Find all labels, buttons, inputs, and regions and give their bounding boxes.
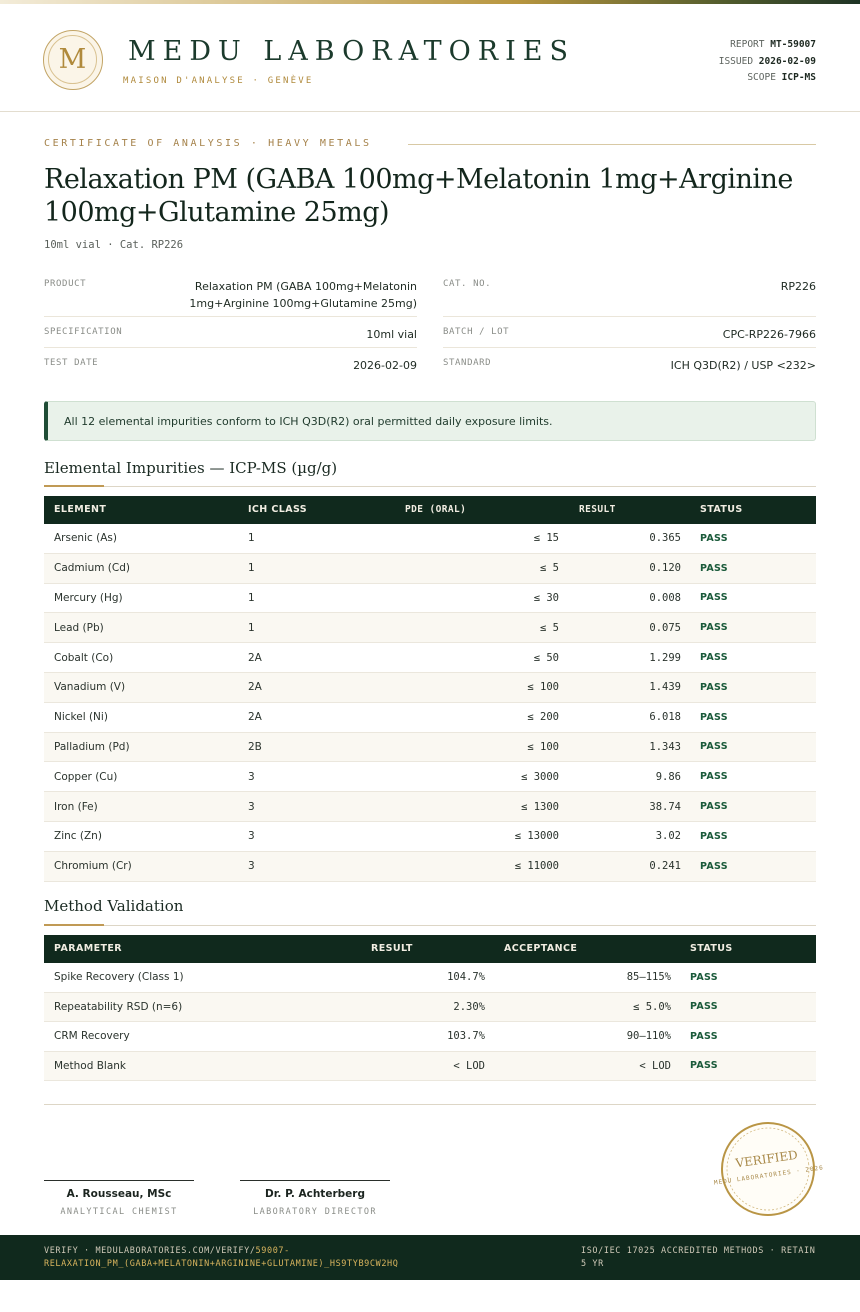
validation-table	[44, 935, 816, 1081]
status-badge: PASS	[700, 741, 728, 753]
signature-line	[44, 1180, 194, 1181]
table-row	[44, 963, 816, 993]
validation-result-cell: 104.7%	[447, 971, 485, 984]
element-cell: Arsenic (As)	[54, 532, 117, 545]
signatory-name: A. Rousseau, MSc	[66, 1188, 172, 1200]
acceptance-cell: 90–110%	[626, 1030, 671, 1043]
status-badge: PASS	[690, 1001, 718, 1013]
impurities-table	[44, 496, 816, 882]
ich-class-cell: 3	[248, 830, 255, 843]
validation-result-cell: 2.30%	[453, 1000, 485, 1013]
signature-laboratory-director	[240, 1180, 390, 1217]
ich-class-cell: 1	[248, 621, 255, 634]
logo-letter: M	[48, 35, 97, 84]
report-number: MT-59007	[770, 39, 816, 50]
signatory-role: ANALYTICAL CHEMIST	[60, 1207, 178, 1217]
issued-date: 2026-02-09	[758, 55, 816, 67]
status-badge: PASS	[700, 532, 728, 544]
status-badge: PASS	[700, 622, 728, 634]
pde-cell: ≤ 5	[540, 621, 559, 634]
impurities-section-title: Elemental Impurities — ICP-MS (µg/g)	[44, 459, 338, 477]
pde-cell: ≤ 11000	[514, 860, 559, 873]
status-badge: PASS	[700, 711, 728, 723]
col-ich-class: ICH CLASS	[248, 504, 307, 515]
status-badge: PASS	[700, 801, 728, 813]
info-column-right	[443, 271, 816, 379]
lab-name: MEDU LABORATORIES	[128, 36, 575, 67]
col-val-status: STATUS	[690, 943, 733, 954]
product-value: Relaxation PM (GABA 100mg+Melatonin 1mg+Arginine 100mg+Glutamine 25mg)	[189, 280, 417, 310]
ich-class-cell: 2A	[248, 651, 262, 664]
report-header	[0, 4, 860, 112]
product-subtitle: 10ml vial · Cat. RP226	[44, 239, 184, 251]
element-cell: Cadmium (Cd)	[54, 562, 130, 575]
table-row	[44, 524, 816, 554]
result-cell: 0.075	[649, 621, 681, 634]
scope-value: ICP-MS	[781, 72, 816, 83]
element-cell: Lead (Pb)	[54, 621, 104, 634]
certificate-eyebrow: CERTIFICATE OF ANALYSIS · HEAVY METALS	[44, 138, 372, 149]
seal-ring-text: MEDU LABORATORIES · 2026	[713, 1164, 825, 1187]
status-badge: PASS	[690, 1030, 718, 1042]
result-cell: 0.365	[649, 532, 681, 545]
scope-line: SCOPE ICP-MS	[747, 72, 816, 83]
table-row	[44, 613, 816, 643]
ich-class-cell: 2A	[248, 681, 262, 694]
info-row-product: PRODUCT Relaxation PM (GABA 100mg+Melatonin 1mg+Arginine 100mg+Glutamine 25mg)	[44, 271, 417, 317]
table-row	[44, 703, 816, 733]
cat-no-value: RP226	[780, 280, 816, 293]
col-pde: PDE (ORAL)	[405, 504, 467, 515]
element-cell: Zinc (Zn)	[54, 830, 102, 843]
element-cell: Palladium (Pd)	[54, 740, 130, 753]
status-badge: PASS	[700, 652, 728, 664]
standard-value: ICH Q3D(R2) / USP <232>	[670, 359, 816, 372]
pde-cell: ≤ 50	[533, 651, 559, 664]
result-cell: 1.343	[649, 740, 681, 753]
info-column-left	[44, 271, 417, 379]
status-badge: PASS	[700, 592, 728, 604]
table-row	[44, 584, 816, 614]
result-cell: 0.008	[649, 591, 681, 604]
parameter-cell: CRM Recovery	[54, 1030, 130, 1043]
result-cell: 9.86	[655, 770, 681, 783]
info-row-standard: STANDARD ICH Q3D(R2) / USP <232>	[443, 358, 816, 372]
validation-table-header	[44, 935, 816, 963]
element-cell: Vanadium (V)	[54, 681, 126, 694]
test-date-value: 2026-02-09	[353, 359, 417, 372]
result-cell: 0.120	[649, 562, 681, 575]
signatory-role: LABORATORY DIRECTOR	[253, 1207, 377, 1217]
status-badge: PASS	[700, 860, 728, 872]
table-row	[44, 852, 816, 882]
element-cell: Cobalt (Co)	[54, 651, 114, 664]
validation-table-body	[44, 963, 816, 1081]
ich-class-cell: 3	[248, 770, 255, 783]
element-cell: Mercury (Hg)	[54, 591, 123, 604]
element-cell: Nickel (Ni)	[54, 711, 108, 724]
pde-cell: ≤ 100	[527, 740, 559, 753]
status-badge: PASS	[700, 771, 728, 783]
status-badge: PASS	[700, 562, 728, 574]
pde-cell: ≤ 100	[527, 681, 559, 694]
specification-value: 10ml vial	[366, 328, 417, 341]
col-parameter: PARAMETER	[54, 943, 122, 954]
table-row	[44, 762, 816, 792]
pde-cell: ≤ 30	[533, 591, 559, 604]
acceptance-cell: < LOD	[639, 1059, 671, 1072]
status-badge: PASS	[700, 681, 728, 693]
table-row	[44, 673, 816, 703]
product-title: Relaxation PM (GABA 100mg+Melatonin 1mg+Arginine 100mg+Glutamine 25mg)	[44, 164, 793, 228]
table-row	[44, 792, 816, 822]
validation-section-rule	[44, 925, 816, 926]
info-row-test-date: TEST DATE 2026-02-09	[44, 358, 417, 372]
eyebrow-rule	[408, 144, 816, 145]
ich-class-cell: 3	[248, 800, 255, 813]
result-cell: 38.74	[649, 800, 681, 813]
lab-tagline: MAISON D'ANALYSE · GENÈVE	[123, 76, 314, 86]
info-row-cat-no: CAT. NO. RP226	[443, 271, 816, 317]
acceptance-cell: ≤ 5.0%	[633, 1000, 671, 1013]
status-badge: PASS	[690, 971, 718, 983]
result-cell: 1.439	[649, 681, 681, 694]
impurities-table-header	[44, 496, 816, 524]
table-row	[44, 1022, 816, 1052]
table-row	[44, 554, 816, 584]
pde-cell: ≤ 15	[533, 532, 559, 545]
info-row-batch: BATCH / LOT CPC-RP226-7966	[443, 317, 816, 348]
conformance-banner: All 12 elemental impurities conform to ICH Q3D(R2) oral permitted daily exposure limits.	[44, 401, 816, 441]
lab-logo	[43, 30, 103, 90]
acceptance-cell: 85–115%	[626, 971, 671, 984]
signature-analytical-chemist	[44, 1180, 194, 1217]
col-element: ELEMENT	[54, 504, 107, 515]
table-row	[44, 643, 816, 673]
impurities-section-rule	[44, 486, 816, 487]
pde-cell: ≤ 5	[540, 562, 559, 575]
col-status: STATUS	[700, 504, 743, 515]
pde-cell: ≤ 200	[527, 711, 559, 724]
accreditation-note: ISO/IEC 17025 ACCREDITED METHODS · RETAIN 5 YR	[581, 1246, 816, 1269]
parameter-cell: Method Blank	[54, 1059, 127, 1072]
col-val-result: RESULT	[371, 943, 413, 954]
batch-value: CPC-RP226-7966	[722, 328, 816, 341]
validation-section-title: Method Validation	[44, 897, 184, 915]
element-cell: Copper (Cu)	[54, 770, 118, 783]
table-row	[44, 822, 816, 852]
parameter-cell: Repeatability RSD (n=6)	[54, 1000, 183, 1013]
table-row	[44, 1052, 816, 1082]
status-badge: PASS	[700, 830, 728, 842]
table-row	[44, 993, 816, 1023]
verification-footer	[0, 1235, 860, 1280]
verified-seal-icon	[713, 1121, 825, 1217]
status-badge: PASS	[690, 1060, 718, 1072]
signatory-name: Dr. P. Achterberg	[265, 1188, 365, 1200]
report-meta	[719, 37, 816, 87]
pde-cell: ≤ 1300	[521, 800, 559, 813]
result-cell: 3.02	[655, 830, 681, 843]
verify-url[interactable]: VERIFY · MEDULABORATORIES.COM/VERIFY/59007-RELAXATION_PM_(GABA+MELATONIN+ARGININE+GLUTAMINE)_HS9TYB9CW2HQ	[44, 1246, 399, 1269]
pde-cell: ≤ 3000	[521, 770, 559, 783]
parameter-cell: Spike Recovery (Class 1)	[54, 971, 184, 984]
signature-line	[240, 1180, 390, 1181]
pde-cell: ≤ 13000	[514, 830, 559, 843]
issued-line: ISSUED 2026-02-09	[718, 55, 816, 67]
ich-class-cell: 3	[248, 860, 255, 873]
impurities-table-body	[44, 524, 816, 882]
ich-class-cell: 2A	[248, 711, 262, 724]
signature-divider	[44, 1104, 816, 1105]
ich-class-cell: 2B	[248, 740, 262, 753]
table-row	[44, 733, 816, 763]
ich-class-cell: 1	[248, 591, 255, 604]
col-acceptance: ACCEPTANCE	[504, 943, 578, 954]
validation-result-cell: < LOD	[453, 1059, 485, 1072]
result-cell: 1.299	[649, 651, 681, 664]
ich-class-cell: 1	[248, 562, 255, 575]
col-result: RESULT	[579, 504, 616, 515]
validation-result-cell: 103.7%	[447, 1030, 485, 1043]
result-cell: 0.241	[649, 860, 681, 873]
result-cell: 6.018	[649, 711, 681, 724]
info-row-specification: SPECIFICATION 10ml vial	[44, 317, 417, 348]
element-cell: Chromium (Cr)	[54, 860, 132, 873]
report-number-line: REPORT MT-59007	[730, 39, 816, 50]
ich-class-cell: 1	[248, 532, 255, 545]
seal-main-text: VERIFIED	[734, 1147, 799, 1171]
element-cell: Iron (Fe)	[54, 800, 98, 813]
